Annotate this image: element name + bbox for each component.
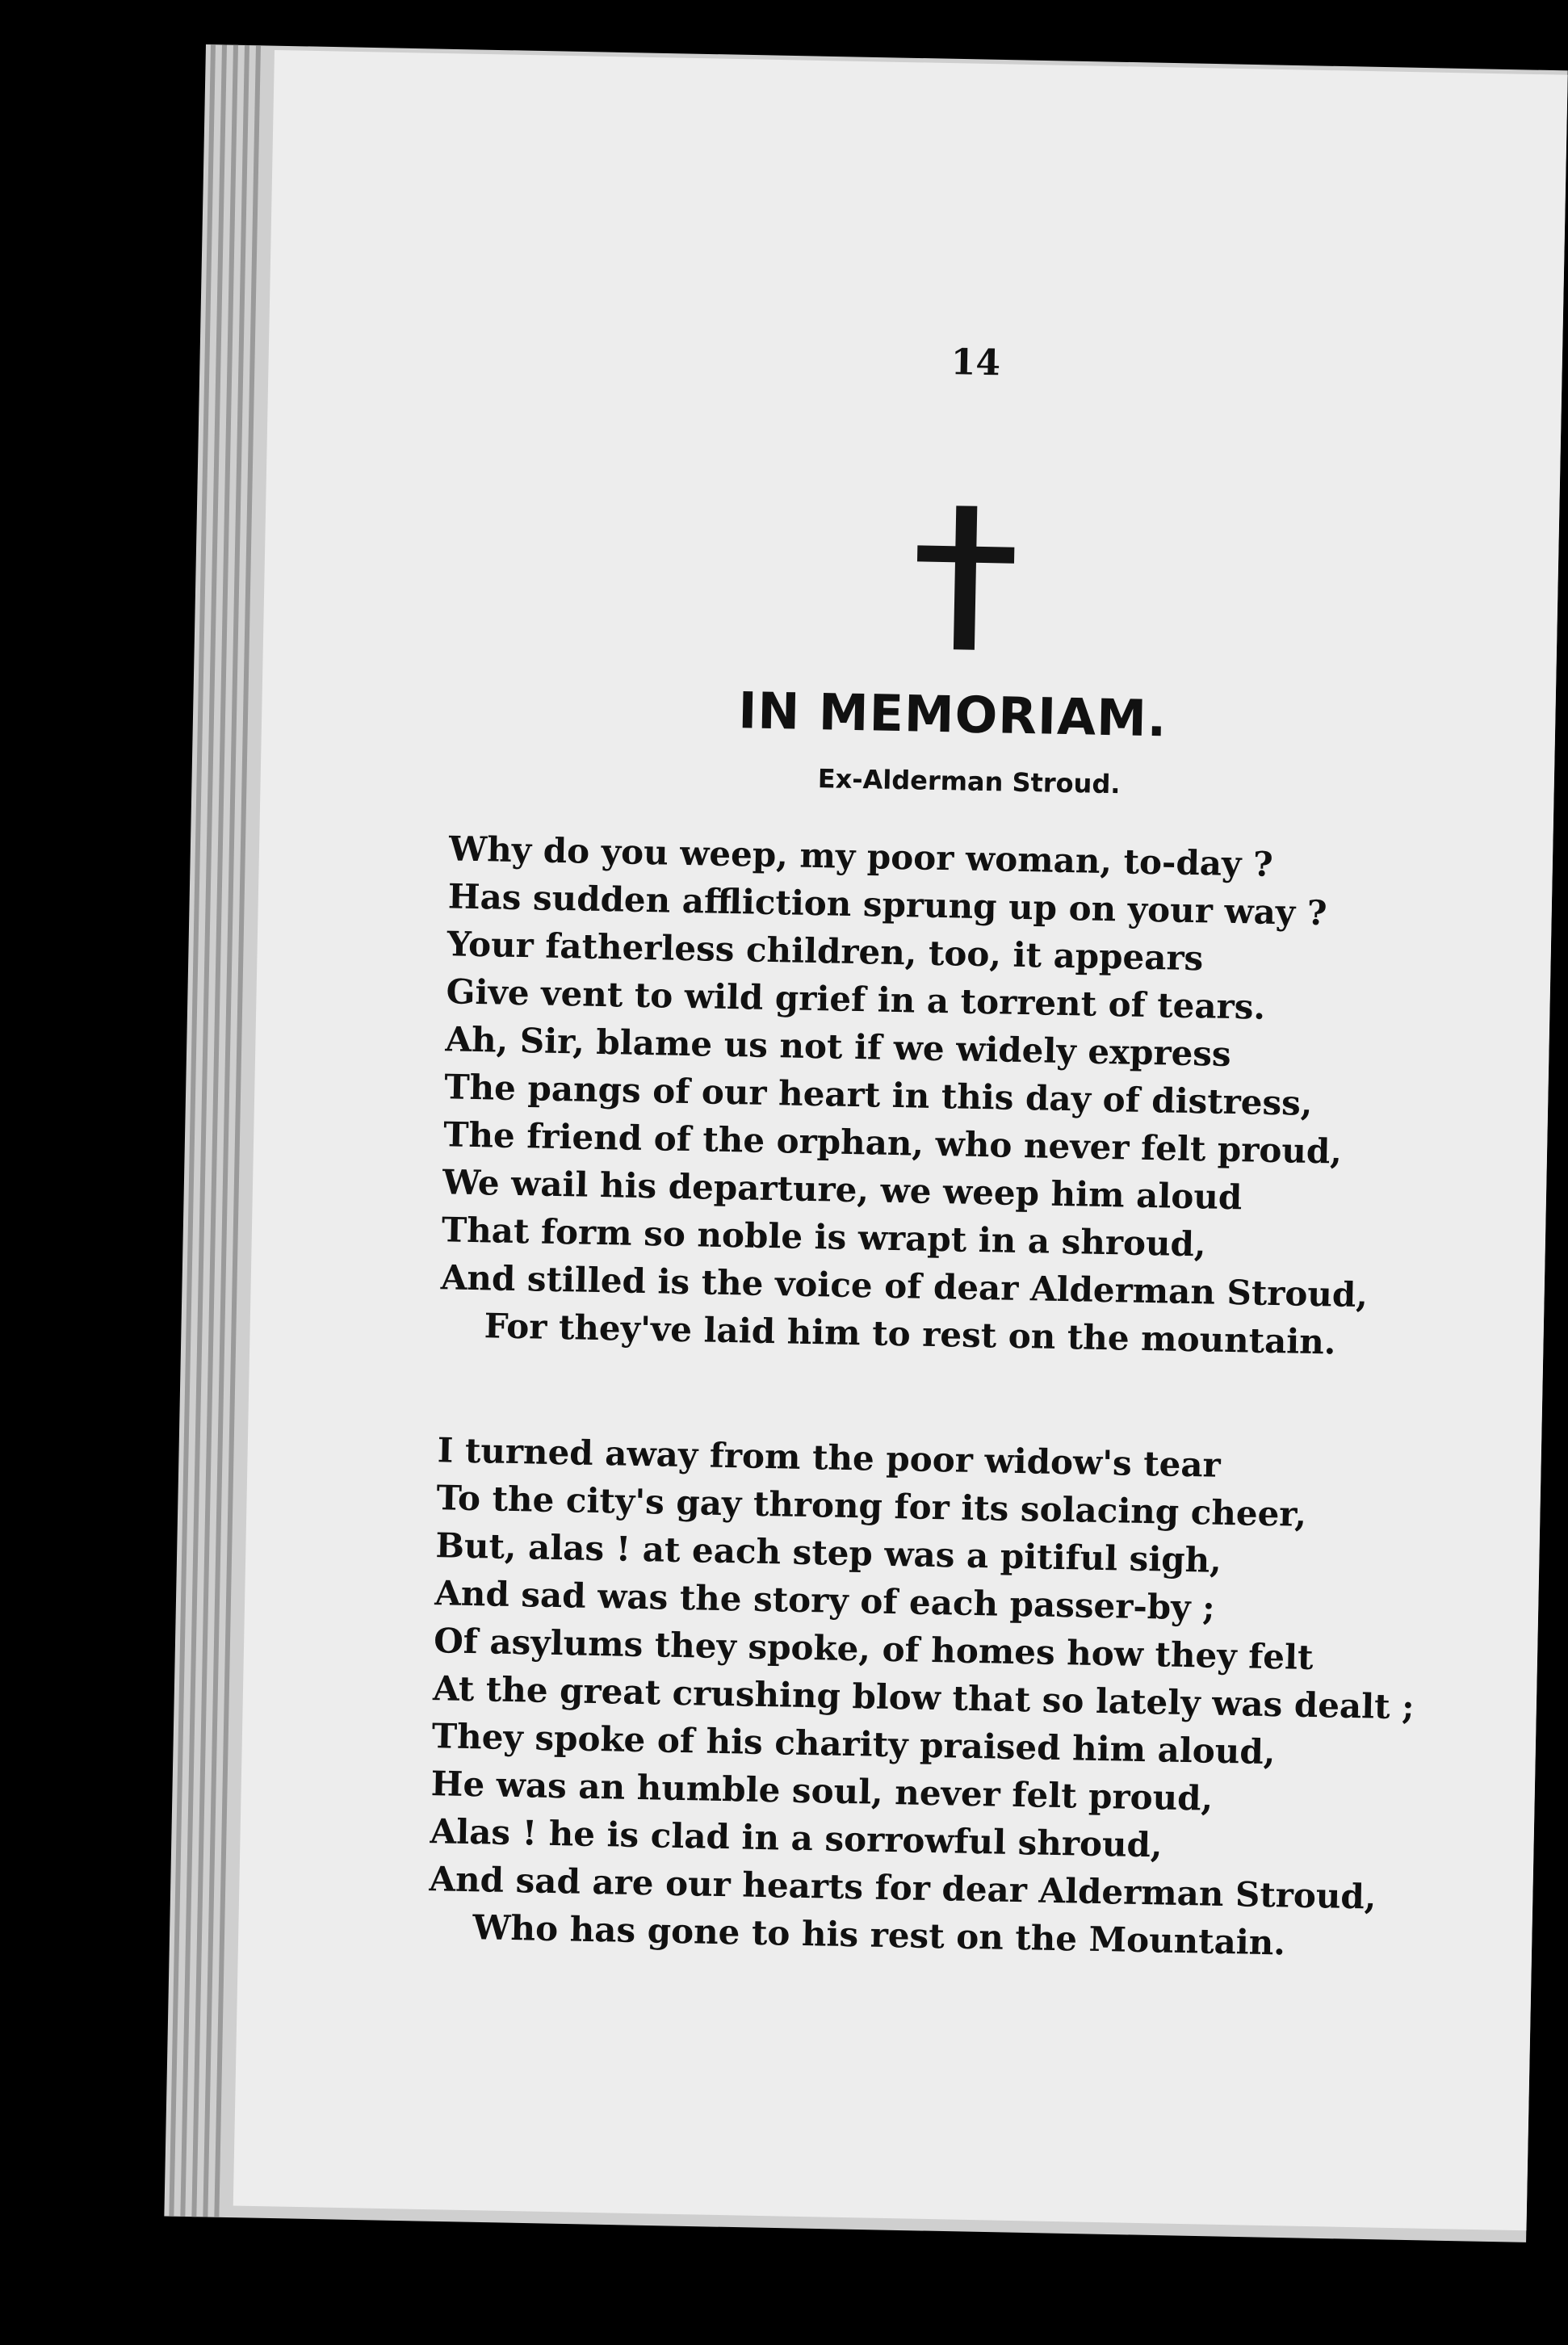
book-page bbox=[233, 50, 1568, 2230]
poem-line: To the city's gay throng for its solacing cheer, bbox=[436, 1478, 1307, 1534]
poem-line: Of asylums they spoke, of homes how they felt bbox=[433, 1621, 1314, 1678]
poem-line: We wail his departure, we weep him aloud bbox=[442, 1162, 1243, 1218]
poem-line: They spoke of his charity praised him aloud, bbox=[431, 1716, 1276, 1772]
poem-line: The friend of the orphan, who never felt proud, bbox=[442, 1114, 1343, 1172]
poem-line: And stilled is the voice of dear Alderman Stroud, bbox=[440, 1257, 1369, 1315]
cross-icon bbox=[275, 50, 1568, 75]
poem-title: IN MEMORIAM. bbox=[737, 681, 1168, 749]
poem-line: Give vent to wild grief in a torrent of tears. bbox=[446, 971, 1266, 1027]
poem-line: And sad was the story of each passer-by ; bbox=[434, 1573, 1216, 1628]
poem-line: Has sudden affliction sprung up on your way ? bbox=[447, 876, 1327, 933]
poem-line: The pangs of our heart in this day of distress, bbox=[443, 1067, 1313, 1123]
poem-line: Your fatherless children, too, it appears bbox=[447, 924, 1204, 979]
poem-subtitle: Ex-Alderman Stroud. bbox=[817, 763, 1121, 800]
poem-line: And sad are our hearts for dear Alderman Stroud, bbox=[429, 1859, 1377, 1917]
poem-line: He was an humble soul, never felt proud, bbox=[430, 1764, 1214, 1819]
poem-line: I turned away from the poor widow's tear bbox=[437, 1430, 1222, 1485]
page-edge bbox=[191, 45, 238, 2217]
stanza-2 bbox=[428, 1426, 1487, 1970]
poem-line: At the great crushing blow that so lately was dealt ; bbox=[432, 1668, 1415, 1727]
poem-line: That form so noble is wrapt in a shroud, bbox=[441, 1210, 1206, 1265]
poem-line: But, alas ! at each step was a pitiful sigh, bbox=[435, 1525, 1222, 1580]
page-number: 14 bbox=[950, 342, 1001, 384]
cross-vertical-bar bbox=[954, 505, 977, 649]
poem-refrain-line: Who has gone to his rest on the Mountain. bbox=[472, 1907, 1286, 1963]
poem-line: Ah, Sir, blame us not if we widely express bbox=[445, 1019, 1232, 1074]
poem-line: Why do you weep, my poor woman, to-day ? bbox=[448, 829, 1274, 884]
cross-horizontal-bar bbox=[917, 545, 1014, 563]
poem-line: Alas ! he is clad in a sorrowful shroud, bbox=[430, 1811, 1163, 1865]
poem-refrain-line: For they've laid him to rest on the mountain. bbox=[484, 1306, 1336, 1362]
stanza-1 bbox=[439, 824, 1499, 1369]
